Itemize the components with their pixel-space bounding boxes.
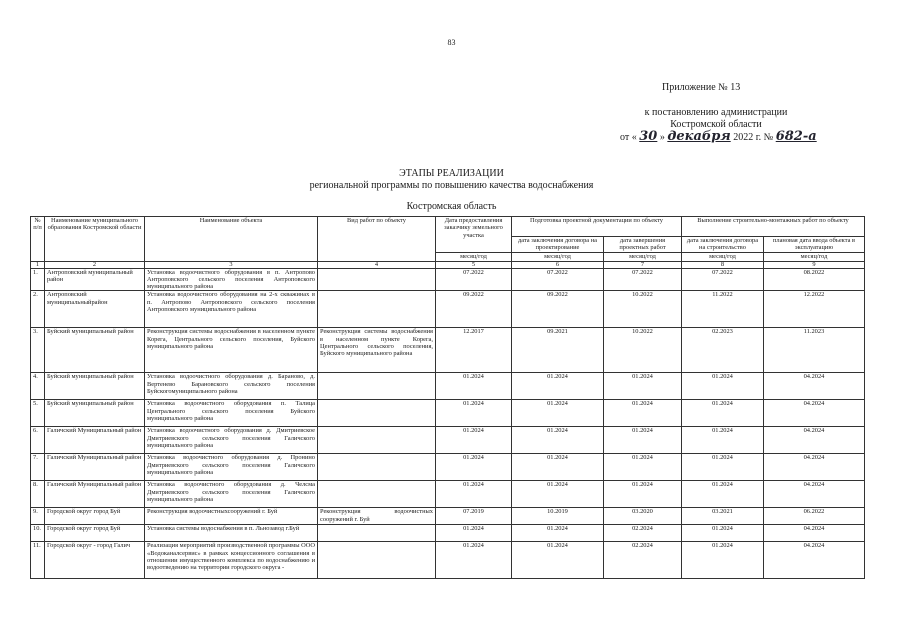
municipality-cell: Городской округ город Буй [45,525,145,542]
commissioning-cell: 04.2024 [764,525,865,542]
table-row [31,481,865,508]
table-row [31,328,865,373]
column-number: 3 [145,261,318,268]
work-type-cell [318,542,436,579]
municipality-cell: Галичский Муниципальный район [45,427,145,454]
design-end-cell: 03.2020 [604,508,682,525]
table-row [31,268,865,291]
design-end-cell: 01.2024 [604,400,682,427]
construction-contract-cell: 01.2024 [682,525,764,542]
table-row [31,373,865,400]
commissioning-cell: 04.2024 [764,481,865,508]
document-subtitle: региональной программы по повышению качества водоснабжения [309,180,594,191]
land-date-cell: 01.2024 [436,481,512,508]
column-number: 8 [682,261,764,268]
resolution-caption [626,107,806,131]
land-date-cell: 07.2019 [436,508,512,525]
construction-contract-cell: 03.2021 [682,508,764,525]
stages-table [30,216,865,579]
table-row [31,525,865,542]
land-date-cell: 01.2024 [436,542,512,579]
row-number: 5. [31,400,45,427]
table-row [31,508,865,525]
table-body [31,268,865,579]
commissioning-cell: 04.2024 [764,454,865,481]
design-end-cell: 10.2022 [604,291,682,328]
handwritten-number: 682-а [775,129,817,144]
design-end-cell: 02.2024 [604,525,682,542]
land-date-cell: 01.2024 [436,427,512,454]
header-design-end: дата завершения проектных работ [604,237,682,253]
unit-label: месяц/год [764,252,865,261]
design-contract-cell: 01.2024 [512,481,604,508]
work-type-cell: Реконструкция системы водоснабжения в населенном пункте Корега, Центрального сельского поселения, Буйского муниципального района [318,328,436,373]
header-construction-group: Выполнение строительно-монтажных работ по объекту [682,217,865,237]
object-cell: Реализация мероприятий производственной программы ООО «Водоканалсервис» в рамках концессионного соглашения в отношении имущественного комплекса по водоснабжению и водоотведению на территории городского округа - [145,542,318,579]
handwritten-day: 30 [639,129,658,144]
work-type-cell [318,291,436,328]
page-number: 83 [447,38,456,47]
land-date-cell: 09.2022 [436,291,512,328]
design-end-cell: 01.2024 [604,373,682,400]
work-type-cell [318,525,436,542]
header-work-type: Вид работ по объекту [318,217,436,262]
construction-contract-cell: 07.2022 [682,268,764,291]
design-contract-cell: 09.2022 [512,291,604,328]
work-type-cell [318,454,436,481]
design-end-cell: 01.2024 [604,481,682,508]
design-contract-cell: 01.2024 [512,525,604,542]
column-number: 5 [436,261,512,268]
column-number: 4 [318,261,436,268]
object-cell: Установка водоочистного оборудования д. Бараново, д. Вертенево Барановского сельского поселения Буйскогомуниципального района [145,373,318,400]
object-cell: Установка водоочистного оборудования на 2-х скважинах в п. Антропово Антроповского сельского поселения Антроповского муниципального района [145,291,318,328]
unit-label: месяц/год [436,252,512,261]
appendix-label: Приложение № 13 [662,82,741,93]
work-type-cell [318,481,436,508]
object-cell: Установка водоочистного оборудования д. Пронино Дмитриевского сельского поселения Галичского муниципального района [145,454,318,481]
column-number: 6 [512,261,604,268]
design-contract-cell: 01.2024 [512,400,604,427]
construction-contract-cell: 01.2024 [682,400,764,427]
resolution-line-2: Костромской области [670,119,762,130]
design-end-cell: 10.2022 [604,328,682,373]
column-number: 1 [31,261,45,268]
object-cell: Установка водоочистного оборудования д. Дмитриевское Дмитриевского сельского поселения Галичского муниципального района [145,427,318,454]
municipality-cell: Городской округ - город Галич [45,542,145,579]
table-row [31,400,865,427]
object-cell: Реконструкция водоочистныхсооружений г. Буй [145,508,318,525]
table-row [31,542,865,579]
land-date-cell: 01.2024 [436,454,512,481]
header-design-contract: дата заключения договора на проектирование [512,237,604,253]
work-type-cell [318,268,436,291]
construction-contract-cell: 01.2024 [682,427,764,454]
work-type-cell [318,373,436,400]
construction-contract-cell: 02.2023 [682,328,764,373]
row-number: 8. [31,481,45,508]
document-title: ЭТАПЫ РЕАЛИЗАЦИИ [399,168,504,179]
row-number: 1. [31,268,45,291]
commissioning-cell: 04.2024 [764,542,865,579]
design-contract-cell: 09.2021 [512,328,604,373]
unit-label: месяц/год [604,252,682,261]
land-date-cell: 12.2017 [436,328,512,373]
design-contract-cell: 07.2022 [512,268,604,291]
commissioning-cell: 04.2024 [764,373,865,400]
commissioning-cell: 04.2024 [764,400,865,427]
municipality-cell: Буйский муниципальный район [45,328,145,373]
column-number: 9 [764,261,865,268]
header-commissioning: плановая дата ввода объекта в эксплуатацию [764,237,865,253]
land-date-cell: 07.2022 [436,268,512,291]
commissioning-cell: 11.2023 [764,328,865,373]
column-number: 2 [45,261,145,268]
row-number: 6. [31,427,45,454]
date-mid: » [659,132,665,143]
table-row [31,454,865,481]
municipality-cell: Антроповский муниципальныйрайон [45,291,145,328]
commissioning-cell: 06.2022 [764,508,865,525]
object-cell: Реконструкция системы водоснабжения в населенном пункте Корега, Центрального сельского поселения, Буйского муниципального района [145,328,318,373]
row-number: 9. [31,508,45,525]
object-cell: Установка водоочистного оборудования п. Талица Центрального сельского поселения Буйского муниципального района [145,400,318,427]
design-contract-cell: 01.2024 [512,454,604,481]
row-number: 2. [31,291,45,328]
column-number: 7 [604,261,682,268]
construction-contract-cell: 11.2022 [682,291,764,328]
land-date-cell: 01.2024 [436,525,512,542]
municipality-cell: Галичский Муниципальный район [45,481,145,508]
row-number: 10. [31,525,45,542]
handwritten-month: декабря [667,129,731,144]
design-contract-cell: 01.2024 [512,542,604,579]
land-date-cell: 01.2024 [436,400,512,427]
commissioning-cell: 12.2022 [764,291,865,328]
design-contract-cell: 01.2024 [512,373,604,400]
design-end-cell: 01.2024 [604,454,682,481]
municipality-cell: Городской округ город Буй [45,508,145,525]
region-name: Костромская область [406,201,497,212]
construction-contract-cell: 01.2024 [682,481,764,508]
municipality-cell: Буйский муниципальный район [45,373,145,400]
design-end-cell: 02.2024 [604,542,682,579]
header-object: Наименование объекта [145,217,318,262]
resolution-line-1: к постановлению администрации [644,107,788,118]
header-land-date: Дата предоставления заказчику земельного участка [436,217,512,253]
work-type-cell [318,427,436,454]
construction-contract-cell: 01.2024 [682,454,764,481]
column-number-row [31,261,865,268]
row-number: 4. [31,373,45,400]
construction-contract-cell: 01.2024 [682,373,764,400]
object-cell: Установка системы водоснабжения в п. Льнозавод г.Буй [145,525,318,542]
object-cell: Установка водоочистного оборудования в п. Антропово Антроповского сельского поселения Антроповского муниципального района [145,268,318,291]
header-no: № п/п [31,217,45,262]
land-date-cell: 01.2024 [436,373,512,400]
date-prefix: от « [620,132,637,143]
resolution-date-line [620,129,817,144]
row-number: 11. [31,542,45,579]
table-row [31,427,865,454]
table-row [31,291,865,328]
unit-label: месяц/год [682,252,764,261]
design-end-cell: 01.2024 [604,427,682,454]
municipality-cell: Буйский муниципальный район [45,400,145,427]
municipality-cell: Антроповский муниципальный район [45,268,145,291]
header-construction-contract: дата заключения договора на строительство [682,237,764,253]
commissioning-cell: 08.2022 [764,268,865,291]
commissioning-cell: 04.2024 [764,427,865,454]
object-cell: Установка водоочистного оборудования д. Челсма Дмитриевского сельского поселения Галичского муниципального района [145,481,318,508]
design-end-cell: 07.2022 [604,268,682,291]
unit-label: месяц/год [512,252,604,261]
work-type-cell [318,400,436,427]
row-number: 3. [31,328,45,373]
design-contract-cell: 01.2024 [512,427,604,454]
construction-contract-cell: 01.2024 [682,542,764,579]
header-municipality: Наименование муниципального образования Костромской области [45,217,145,262]
header-design-group: Подготовка проектной документации по объекту [512,217,682,237]
design-contract-cell: 10.2019 [512,508,604,525]
date-year: 2022 г. № [733,132,774,143]
municipality-cell: Галичский Муниципальный район [45,454,145,481]
row-number: 7. [31,454,45,481]
work-type-cell: Реконструкция водоочистных сооружений г. Буй [318,508,436,525]
